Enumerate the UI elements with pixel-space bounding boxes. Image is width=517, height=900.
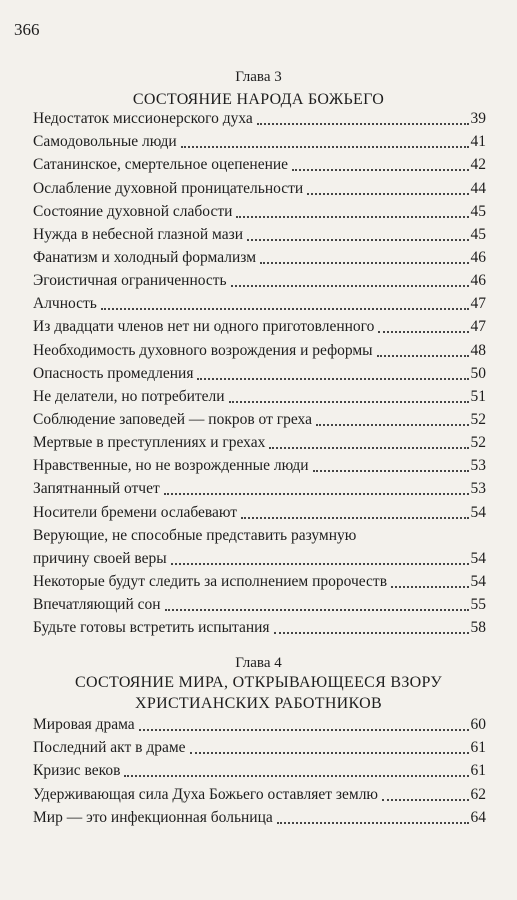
dot-leader xyxy=(181,145,469,148)
toc-entry xyxy=(33,129,486,152)
toc-entry-page: 62 xyxy=(470,785,486,803)
dot-leader xyxy=(378,330,468,333)
toc-entry xyxy=(33,592,486,615)
toc-entry-title: Недостаток миссионерского духа xyxy=(33,110,253,128)
dot-leader xyxy=(292,168,468,171)
dot-leader xyxy=(307,192,468,195)
dot-leader xyxy=(229,400,469,403)
toc-entry-title: Кризис веков xyxy=(33,762,121,780)
toc-entry xyxy=(33,361,486,384)
toc-entry-title: Соблюдение заповедей — покров от греха xyxy=(33,410,312,428)
toc-entry-title: Ослабление духовной проницательности xyxy=(33,179,304,197)
toc-entry-title: Запятнанный отчет xyxy=(33,480,160,498)
toc-entry-page: 50 xyxy=(470,364,486,382)
chapter-4-label: Глава 4 xyxy=(235,655,282,671)
chapter-4-title-line1: СОСТОЯНИЕ МИРА, ОТКРЫВАЮЩЕЕСЯ ВЗОРУ xyxy=(75,674,442,691)
toc-entry-title: Верующие, не способные представить разумную xyxy=(33,526,357,544)
chapter-3-title: СОСТОЯНИЕ НАРОДА БОЖЬЕГО xyxy=(132,91,385,108)
dot-leader xyxy=(274,631,469,634)
chapter-3-label: Глава 3 xyxy=(235,69,282,85)
toc-entry-title: Некоторые будут следить за исполнением пророчеств xyxy=(33,572,388,590)
toc-entry-title: Не делатели, но потребители xyxy=(33,387,225,405)
toc-entry-page: 52 xyxy=(470,410,486,428)
toc-entry xyxy=(33,337,486,360)
toc-entry-page: 64 xyxy=(470,808,486,826)
toc-entry-page: 60 xyxy=(470,716,486,734)
toc-entry-page: 42 xyxy=(470,156,486,174)
toc-entry-page: 48 xyxy=(470,341,486,359)
toc-entry-page: 61 xyxy=(470,762,486,780)
page-number: 366 xyxy=(14,20,40,39)
toc-entry-page: 61 xyxy=(470,739,486,757)
dot-leader xyxy=(165,608,469,611)
toc-entry-page: 44 xyxy=(470,179,486,197)
chapter-4-title-line2: ХРИСТИАНСКИХ РАБОТНИКОВ xyxy=(135,695,382,712)
dot-leader xyxy=(171,562,469,565)
toc-entry xyxy=(33,291,486,314)
dot-leader xyxy=(101,307,469,310)
dot-leader xyxy=(139,728,469,731)
toc-entry-page: 47 xyxy=(470,295,486,313)
toc-entry xyxy=(33,712,486,735)
toc-entry-title: Необходимость духовного возрождения и реформы xyxy=(33,341,373,359)
toc-entry xyxy=(33,407,486,430)
dot-leader xyxy=(277,821,469,824)
toc-entry xyxy=(33,106,486,129)
toc-entry-page: 54 xyxy=(470,503,486,521)
toc-entry xyxy=(33,430,486,453)
toc-entry-page: 45 xyxy=(470,225,486,243)
toc-entry-title: Мировая драма xyxy=(33,716,135,734)
toc-entry-page: 58 xyxy=(470,619,486,637)
dot-leader xyxy=(391,585,468,588)
toc-entry xyxy=(33,175,486,198)
dot-leader xyxy=(269,446,468,449)
toc-entry-title: Мир — это инфекционная больница xyxy=(33,808,273,826)
toc-entry-page: 51 xyxy=(470,387,486,405)
toc-entry xyxy=(33,499,486,522)
toc-entry xyxy=(33,523,486,569)
dot-leader xyxy=(260,261,468,264)
dot-leader xyxy=(164,492,469,495)
toc-entry xyxy=(33,314,486,337)
dot-leader xyxy=(231,284,469,287)
toc-entry-page: 55 xyxy=(470,596,486,614)
toc-entry-title: Последний акт в драме xyxy=(33,739,186,757)
toc-entry-title: Фанатизм и холодный формализм xyxy=(33,248,257,266)
toc-entry-page: 52 xyxy=(470,434,486,452)
dot-leader xyxy=(313,469,469,472)
toc-entry xyxy=(33,476,486,499)
toc-entry xyxy=(33,152,486,175)
toc-entry xyxy=(33,222,486,245)
toc-entry-page: 53 xyxy=(470,457,486,475)
toc-entry xyxy=(33,735,486,758)
toc-entry xyxy=(33,384,486,407)
dot-leader xyxy=(190,751,469,754)
toc-entry xyxy=(33,245,486,268)
toc-entry-title: Впечатляющий сон xyxy=(33,596,161,614)
toc-entry xyxy=(33,569,486,592)
dot-leader xyxy=(382,798,468,801)
toc-entry-title: Удерживающая сила Духа Божьего оставляет землю xyxy=(33,785,379,803)
chapter-4-toc xyxy=(33,712,486,828)
chapter-3-toc xyxy=(33,106,486,638)
toc-entry xyxy=(33,268,486,291)
dot-leader xyxy=(247,238,468,241)
toc-entry xyxy=(33,199,486,222)
dot-leader xyxy=(197,377,468,380)
toc-entry-page: 41 xyxy=(470,133,486,151)
toc-entry xyxy=(33,781,486,804)
toc-entry-page: 54 xyxy=(470,549,486,567)
dot-leader xyxy=(257,122,469,125)
toc-entry-title: Будьте готовы встретить испытания xyxy=(33,619,270,637)
toc-entry-page: 47 xyxy=(470,318,486,336)
toc-entry xyxy=(33,805,486,828)
toc-entry-title: Эгоистичная ограниченность xyxy=(33,272,227,290)
dot-leader xyxy=(236,215,468,218)
toc-entry-title: Нужда в небесной глазной мази xyxy=(33,225,244,243)
toc-entry xyxy=(33,453,486,476)
toc-entry-title-continued: причину своей веры xyxy=(33,549,167,567)
toc-entry-title: Мертвые в преступлениях и грехах xyxy=(33,434,266,452)
toc-entry-title: Из двадцати членов нет ни одного приготовленного xyxy=(33,318,375,336)
toc-entry-page: 53 xyxy=(470,480,486,498)
dot-leader xyxy=(241,516,468,519)
toc-entry xyxy=(33,758,486,781)
toc-entry-title: Сатанинское, смертельное оцепенение xyxy=(33,156,289,174)
dot-leader xyxy=(316,423,469,426)
dot-leader xyxy=(124,774,468,777)
toc-entry-page: 46 xyxy=(470,248,486,266)
toc-entry-page: 54 xyxy=(470,572,486,590)
toc-entry-title: Самодовольные люди xyxy=(33,133,177,151)
toc-entry-title: Алчность xyxy=(33,295,97,313)
toc-entry-page: 46 xyxy=(470,272,486,290)
dot-leader xyxy=(377,354,469,357)
toc-entry-page: 39 xyxy=(470,110,486,128)
toc-entry-title: Состояние духовной слабости xyxy=(33,202,233,220)
toc-entry-title: Опасность промедления xyxy=(33,364,194,382)
toc-entry-title: Нравственные, но не возрожденные люди xyxy=(33,457,309,475)
toc-entry-title: Носители бремени ослабевают xyxy=(33,503,238,521)
toc-entry-page: 45 xyxy=(470,202,486,220)
toc-entry xyxy=(33,615,486,638)
